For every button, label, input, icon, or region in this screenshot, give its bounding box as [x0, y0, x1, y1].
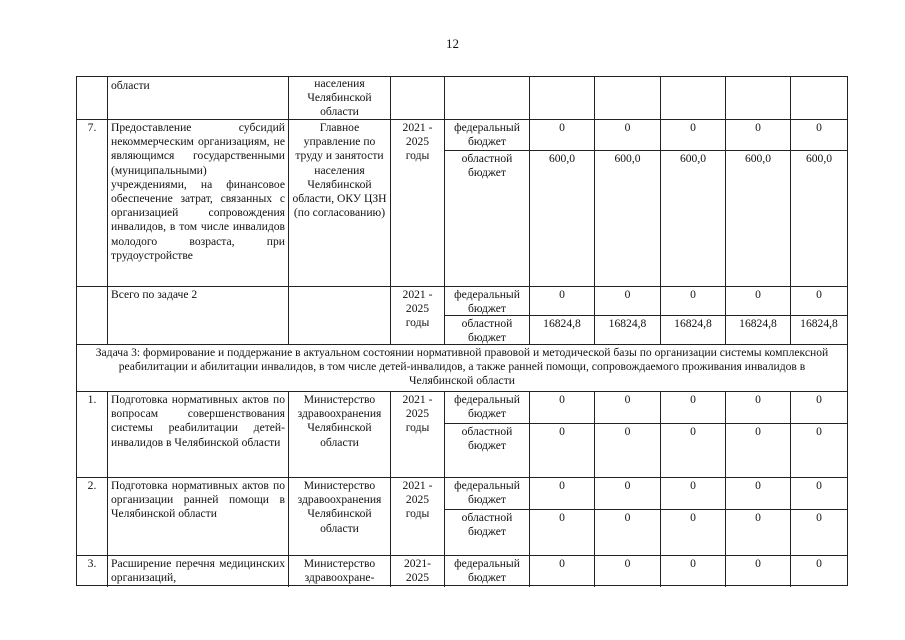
value-cell: 16824,8 [800, 317, 838, 330]
executor: Главное управление по труду и занятости населения Челябинской области, ОКУ ЦЗН (по согласованию) [292, 121, 387, 220]
funding-source: областной бюджет [461, 317, 513, 345]
period: 2021 - 2025 годы [402, 393, 433, 435]
row-divider [77, 391, 847, 392]
funding-source: федеральный бюджет [454, 121, 520, 149]
value-cell: 0 [690, 393, 696, 406]
value-cell: 0 [559, 288, 565, 301]
value-cell: 0 [559, 479, 565, 492]
value-cell: 600,0 [548, 152, 576, 165]
value-cell: 0 [624, 557, 631, 570]
executor: Министерство здравоохранения Челябинской области [297, 393, 382, 449]
period: 2021 - 2025 годы [402, 288, 433, 330]
value-cell: 0 [755, 288, 761, 301]
value-cell: 0 [816, 121, 822, 134]
value-cell: 0 [624, 425, 631, 438]
value-cell: 16824,8 [608, 317, 647, 330]
value-cell: 16824,8 [543, 317, 581, 330]
value-cell: 0 [816, 288, 822, 301]
col-divider [594, 77, 595, 344]
row-divider [77, 286, 847, 287]
value-cell: 600,0 [614, 152, 641, 165]
value-cell: 0 [624, 511, 631, 524]
value-cell: 0 [755, 479, 761, 492]
period: 2021 - 2025 годы [402, 479, 433, 521]
value-cell: 0 [624, 121, 631, 134]
row-divider [77, 477, 847, 478]
value-cell: 0 [559, 121, 565, 134]
task-heading: Задача 3: формирование и поддержание в актуальном состоянии нормативной правовой и методической базы по организации системы комплексной реабилитации и абилитации инвалидов, в том числе детей-инвалидов, а также ранней помощи, сопровождаемого проживания инвалидов в Челябинской области [95, 346, 829, 388]
value-cell: 16824,8 [674, 317, 712, 330]
period: 2021 - 2025 годы [402, 121, 433, 163]
row-number: 2. [87, 479, 97, 492]
funding-source: федеральный бюджет [454, 557, 520, 585]
value-cell: 0 [559, 557, 565, 570]
funding-source: федеральный бюджет [454, 393, 520, 421]
funding-source: федеральный бюджет [454, 288, 520, 316]
value-cell: 0 [755, 121, 761, 134]
value-cell: 600,0 [744, 152, 772, 165]
value-cell: 0 [690, 425, 696, 438]
funding-source: областной бюджет [461, 425, 513, 453]
value-cell: 0 [690, 511, 696, 524]
executor: Министерство здравоохране- [303, 557, 376, 585]
row-number: 1. [87, 393, 97, 406]
funding-source: областной бюджет [461, 152, 513, 180]
col-divider [790, 77, 791, 344]
col-divider [660, 77, 661, 344]
value-cell: 0 [755, 511, 761, 524]
activity-name: Подготовка нормативных актов по организации ранней помощи в Челябинской области [111, 479, 285, 521]
value-cell: 0 [624, 288, 631, 301]
value-cell: 0 [690, 288, 696, 301]
value-cell: 0 [755, 393, 761, 406]
funding-source: федеральный бюджет [454, 479, 520, 507]
col-divider [529, 77, 530, 344]
value-cell: 0 [690, 121, 696, 134]
budget-table [76, 76, 848, 586]
value-cell: 0 [816, 511, 822, 524]
value-cell: 0 [755, 425, 761, 438]
value-cell: 0 [624, 479, 631, 492]
value-cell: 0 [690, 557, 696, 570]
row-number: 3. [87, 557, 97, 570]
subrow-divider [444, 150, 847, 151]
activity-name: Подготовка нормативных актов по вопросам совершенствования системы реабилитации детей-инвалидов в Челябинской области [111, 393, 285, 449]
continuation-name: области [111, 79, 150, 92]
subrow-divider [444, 509, 847, 510]
executor: Министерство здравоохранения Челябинской области [297, 479, 382, 535]
subrow-divider [444, 423, 847, 424]
value-cell: 0 [816, 479, 822, 492]
row-divider [77, 555, 847, 556]
funding-source: областной бюджет [461, 511, 513, 539]
value-cell: 0 [624, 393, 631, 406]
value-cell: 0 [690, 479, 696, 492]
total-label: Всего по задаче 2 [111, 288, 198, 301]
row-number: 7. [87, 121, 97, 134]
value-cell: 600,0 [805, 152, 833, 165]
value-cell: 0 [816, 557, 822, 570]
value-cell: 0 [755, 557, 761, 570]
value-cell: 0 [559, 425, 565, 438]
continuation-executor: населения Челябинской области [307, 77, 372, 119]
row-divider [77, 119, 847, 120]
value-cell: 600,0 [679, 152, 707, 165]
col-divider [725, 77, 726, 344]
value-cell: 0 [559, 511, 565, 524]
value-cell: 0 [816, 425, 822, 438]
value-cell: 0 [559, 393, 565, 406]
value-cell: 16824,8 [739, 317, 777, 330]
page-number: 12 [446, 36, 459, 51]
activity-name: Расширение перечня медицинских организаций, [111, 557, 285, 585]
value-cell: 0 [816, 393, 822, 406]
period: 2021- 2025 [403, 557, 432, 585]
activity-name: Предоставление субсидий некоммерческим организациям, не являющимся государственными (муниципальными) учреждениями, на финансовое обеспечение затрат, связанных с организацией сопровождения инвалидов, в том числе инвалидов молодого возраста, при трудоустройстве [111, 121, 285, 262]
